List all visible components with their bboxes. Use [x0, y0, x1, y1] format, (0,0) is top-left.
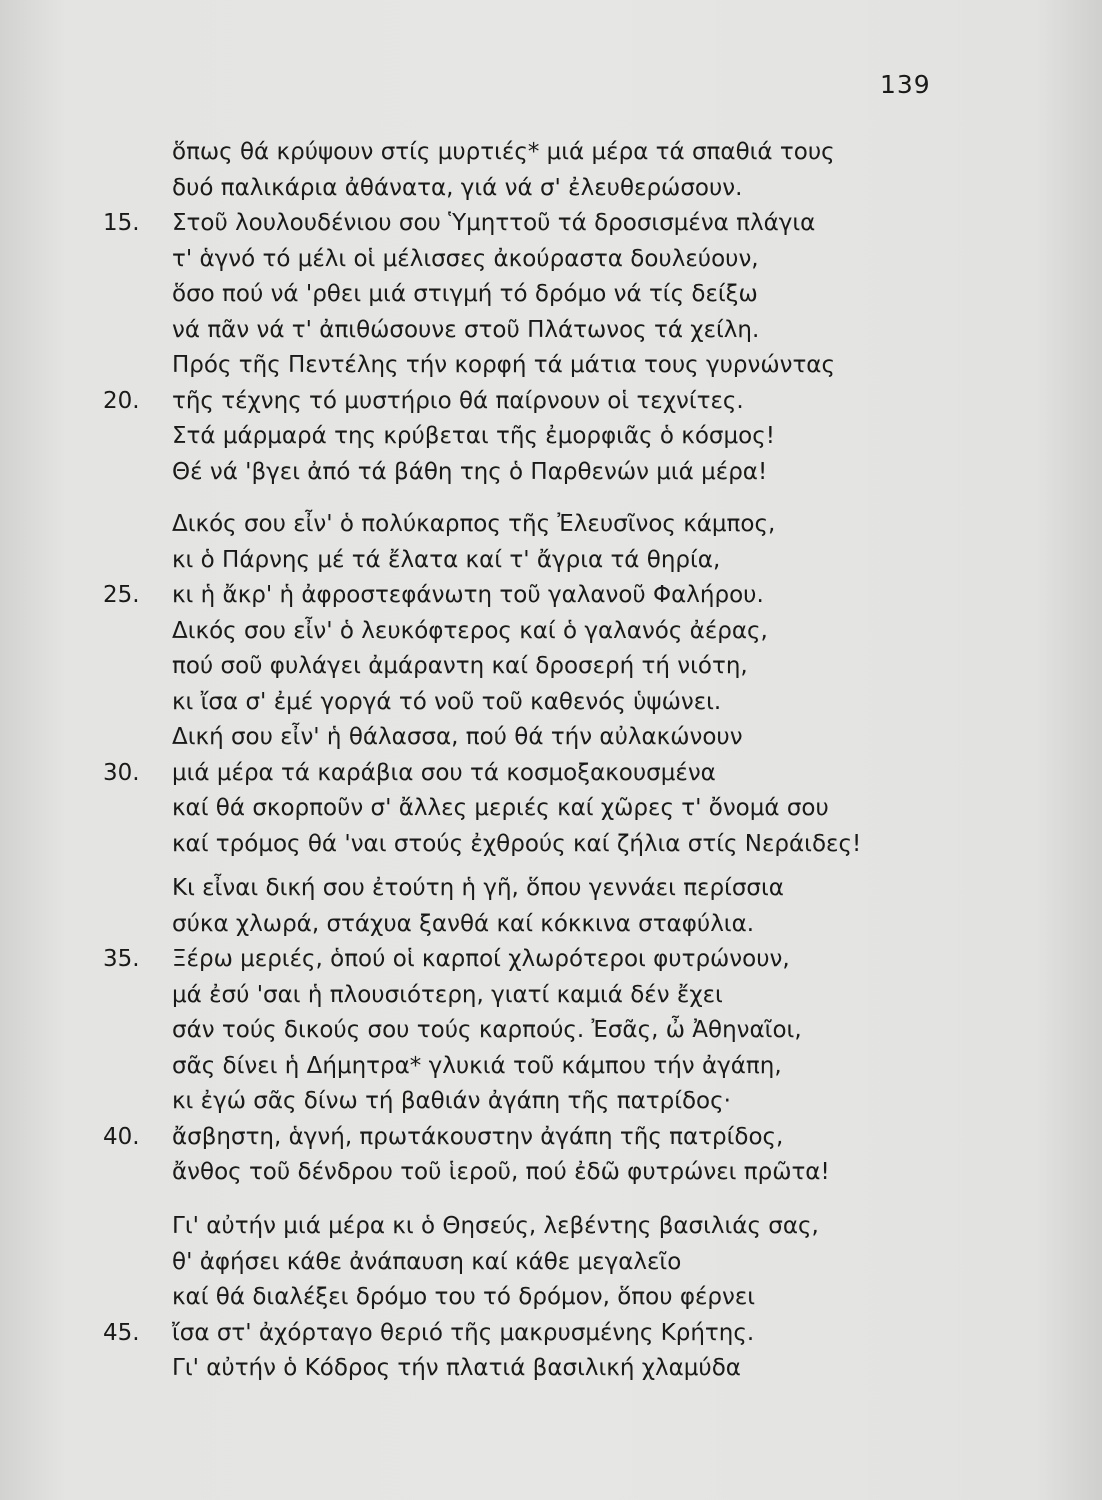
- verse-line: [0, 827, 1102, 863]
- verse-text: Δικός σου εἶν' ὁ πολύκαρπος τῆς Ἐλευσῖνος κάμπος,: [172, 511, 776, 537]
- stanza-4: [0, 1209, 1102, 1387]
- verse-line: [0, 871, 1102, 907]
- verse-text: κι ἐγώ σᾶς δίνω τή βαθιάν ἀγάπη τῆς πατρίδος·: [172, 1088, 731, 1114]
- verse-line: [0, 978, 1102, 1014]
- verse-line: [0, 1120, 1102, 1156]
- verse-text: τῆς τέχνης τό μυστήριο θά παίρνουν οἱ τεχνίτες.: [172, 387, 744, 414]
- verse-text: Στοῦ λουλουδένιου σου Ὑμηττοῦ τά δροσισμένα πλάγια: [172, 210, 816, 236]
- verse-line: [0, 348, 1102, 384]
- verse-text: δυό παλικάρια ἀθάνατα, γιά νά σ' ἐλευθερώσουν.: [172, 174, 743, 201]
- verse-text: τ' ἁγνό τό μέλι οἱ μέλισσες ἀκούραστα δουλεύουν,: [172, 245, 759, 272]
- verse-line: [0, 578, 1102, 614]
- line-number: 15.: [103, 210, 140, 236]
- verse-text: σάν τούς δικούς σου τούς καρπούς. Ἐσᾶς, ὦ Ἀθηναῖοι,: [172, 1017, 802, 1043]
- verse-line: [0, 313, 1102, 349]
- verse-line: [0, 1013, 1102, 1049]
- stanza-2: [0, 507, 1102, 862]
- verse-text: καί τρόμος θά 'ναι στούς ἐχθρούς καί ζήλια στίς Νεράιδες!: [172, 830, 862, 857]
- line-number: 35.: [103, 946, 140, 972]
- verse-text: Θέ νά 'βγει ἀπό τά βάθη της ὁ Παρθενών μιά μέρα!: [172, 458, 768, 485]
- line-number: 40.: [103, 1123, 140, 1150]
- verse-text: ἴσα στ' ἀχόρταγο θεριό τῆς μακρυσμένης Κρήτης.: [172, 1319, 755, 1346]
- verse-line: [0, 791, 1102, 827]
- verse-line: [0, 1209, 1102, 1245]
- verse-line: [0, 206, 1102, 242]
- verse-line: [0, 1245, 1102, 1281]
- verse-text: κι ὁ Πάρνης μέ τά ἔλατα καί τ' ἄγρια τά θηρία,: [172, 546, 721, 573]
- verse-text: ἄσβηστη, ἁγνή, πρωτάκουστην ἀγάπη τῆς πατρίδος,: [172, 1123, 784, 1150]
- stanza-1: [0, 135, 1102, 490]
- verse-line: [0, 1280, 1102, 1316]
- verse-line: [0, 942, 1102, 978]
- verse-line: [0, 419, 1102, 455]
- verse-line: [0, 1049, 1102, 1085]
- verse-text: Στά μάρμαρά της κρύβεται τῆς ἐμορφιᾶς ὁ κόσμος!: [172, 423, 775, 449]
- verse-line: [0, 242, 1102, 278]
- verse-text: σύκα χλωρά, στάχυα ξανθά καί κόκκινα σταφύλια.: [172, 910, 755, 937]
- verse-line: [0, 277, 1102, 313]
- verse-line: [0, 1155, 1102, 1191]
- page-number: 139: [880, 70, 931, 99]
- verse-line: [0, 756, 1102, 792]
- verse-text: πού σοῦ φυλάγει ἀμάραντη καί δροσερή τή νιότη,: [172, 653, 748, 679]
- verse-line: [0, 543, 1102, 579]
- verse-line: [0, 649, 1102, 685]
- verse-text: νά πᾶν νά τ' ἀπιθώσουνε στοῦ Πλάτωνος τά χείλη.: [172, 316, 760, 343]
- verse-text: Πρός τῆς Πεντέλης τήν κορφή τά μάτια τους γυρνώντας: [172, 352, 835, 378]
- verse-text: Ξέρω μεριές, ὁπού οἱ καρποί χλωρότεροι φυτρώνουν,: [172, 946, 790, 972]
- verse-text: κι ἡ ἄκρ' ἡ ἀφροστεφάνωτη τοῦ γαλανοῦ Φαλήρου.: [172, 582, 764, 608]
- line-number: 20.: [103, 387, 140, 414]
- verse-text: Δική σου εἶν' ἡ θάλασσα, πού θά τήν αὐλακώνουν: [172, 724, 743, 750]
- verse-line: [0, 614, 1102, 650]
- verse-line: [0, 135, 1102, 171]
- verse-text: ὅσο πού νά 'ρθει μιά στιγμή τό δρόμο νά τίς δείξω: [172, 281, 758, 307]
- verse-line: [0, 720, 1102, 756]
- verse-text: Κι εἶναι δική σου ἐτούτη ἡ γῆ, ὅπου γεννάει περίσσια: [172, 875, 784, 901]
- verse-text: κι ἴσα σ' ἐμέ γοργά τό νοῦ τοῦ καθενός ὑψώνει.: [172, 688, 722, 715]
- verse-text: μιά μέρα τά καράβια σου τά κοσμοξακουσμένα: [172, 759, 716, 786]
- verse-line: [0, 1351, 1102, 1387]
- verse-text: θ' ἀφήσει κάθε ἀνάπαυση καί κάθε μεγαλεῖο: [172, 1248, 682, 1275]
- verse-line: [0, 171, 1102, 207]
- line-number: 25.: [103, 582, 140, 608]
- verse-text: ὅπως θά κρύψουν στίς μυρτιές* μιά μέρα τά σπαθιά τους: [172, 139, 835, 165]
- stanza-3: [0, 871, 1102, 1191]
- verse-text: Γι' αὐτήν μιά μέρα κι ὁ Θησεύς, λεβέντης βασιλιάς σας,: [172, 1213, 819, 1239]
- verse-text: ἄνθος τοῦ δένδρου τοῦ ἱεροῦ, πού ἐδῶ φυτρώνει πρῶτα!: [172, 1159, 830, 1185]
- verse-text: καί θά σκορποῦν σ' ἄλλες μεριές καί χῶρες τ' ὄνομά σου: [172, 795, 829, 821]
- line-number: 30.: [103, 759, 140, 786]
- verse-text: μά ἐσύ 'σαι ἡ πλουσιότερη, γιατί καμιά δέν ἔχει: [172, 981, 723, 1008]
- verse-line: [0, 455, 1102, 491]
- verse-text: καί θά διαλέξει δρόμο του τό δρόμον, ὅπου φέρνει: [172, 1284, 756, 1310]
- line-number: 45.: [103, 1319, 140, 1346]
- verse-line: [0, 1316, 1102, 1352]
- verse-line: [0, 1084, 1102, 1120]
- verse-text: Δικός σου εἶν' ὁ λευκόφτερος καί ὁ γαλανός ἀέρας,: [172, 617, 768, 644]
- verse-line: [0, 907, 1102, 943]
- verse-line: [0, 384, 1102, 420]
- verse-line: [0, 685, 1102, 721]
- verse-text: σᾶς δίνει ἡ Δήμητρα* γλυκιά τοῦ κάμπου τήν ἀγάπη,: [172, 1052, 782, 1079]
- verse-text: Γι' αὐτήν ὁ Κόδρος τήν πλατιά βασιλική χλαμύδα: [172, 1355, 741, 1381]
- verse-line: [0, 507, 1102, 543]
